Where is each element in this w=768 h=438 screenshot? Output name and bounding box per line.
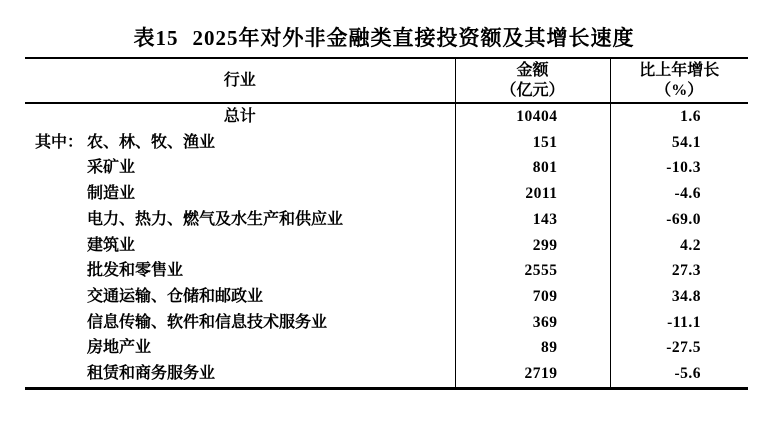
growth-value: -4.6 (610, 181, 748, 207)
table-title (0, 22, 768, 52)
amount-value: 801 (455, 155, 610, 181)
growth-value: 1.6 (610, 103, 748, 130)
industry-name: 总计 (223, 108, 256, 125)
amount-value: 709 (455, 284, 610, 310)
amount-value: 2719 (455, 361, 610, 388)
amount-value: 2011 (455, 181, 610, 207)
table-row (25, 181, 748, 207)
table-number: 表15 (133, 26, 179, 50)
table-row (25, 130, 748, 156)
header-growth-line1: 比上年增长 (639, 61, 720, 79)
table-row (25, 207, 748, 233)
header-row (25, 58, 748, 103)
industry-name: 电力、热力、燃气及水生产和供应业 (87, 210, 344, 228)
amount-value: 299 (455, 233, 610, 259)
growth-value: 54.1 (610, 130, 748, 156)
table-row (25, 310, 748, 336)
row-prefix: 其中： (35, 133, 84, 151)
header-amount (455, 58, 610, 103)
amount-value: 143 (455, 207, 610, 233)
amount-value: 89 (455, 335, 610, 361)
header-amount-line1: 金额 (516, 61, 549, 79)
growth-value: -5.6 (610, 361, 748, 388)
table-body (25, 103, 748, 388)
growth-value: -69.0 (610, 207, 748, 233)
investment-table (25, 57, 748, 390)
table-row (25, 258, 748, 284)
header-industry: 行业 (25, 58, 455, 103)
table-row-total (25, 103, 748, 130)
table-row (25, 284, 748, 310)
growth-value: -10.3 (610, 155, 748, 181)
industry-name: 建筑业 (87, 236, 136, 254)
industry-name: 采矿业 (87, 159, 136, 177)
table-header (25, 58, 748, 103)
industry-name: 交通运输、仓储和邮政业 (87, 287, 264, 305)
table-row (25, 335, 748, 361)
table-row (25, 155, 748, 181)
header-growth (610, 58, 748, 103)
growth-value: 34.8 (610, 284, 748, 310)
industry-name: 信息传输、软件和信息技术服务业 (87, 313, 328, 331)
table-row (25, 233, 748, 259)
amount-value: 2555 (455, 258, 610, 284)
industry-name: 房地产业 (87, 339, 152, 357)
header-amount-line2: （亿元） (500, 81, 565, 99)
growth-value: 4.2 (610, 233, 748, 259)
table-row (25, 361, 748, 388)
table-title-text: 2025年对外非金融类直接投资额及其增长速度 (192, 26, 635, 50)
industry-name: 批发和零售业 (87, 262, 184, 280)
growth-value: -11.1 (610, 310, 748, 336)
industry-name: 租赁和商务服务业 (87, 365, 216, 383)
industry-name: 农、林、牧、渔业 (87, 133, 216, 151)
amount-value: 10404 (455, 103, 610, 130)
header-growth-line2: （%） (655, 81, 704, 99)
amount-value: 369 (455, 310, 610, 336)
growth-value: 27.3 (610, 258, 748, 284)
growth-value: -27.5 (610, 335, 748, 361)
industry-name: 制造业 (87, 185, 136, 203)
amount-value: 151 (455, 130, 610, 156)
